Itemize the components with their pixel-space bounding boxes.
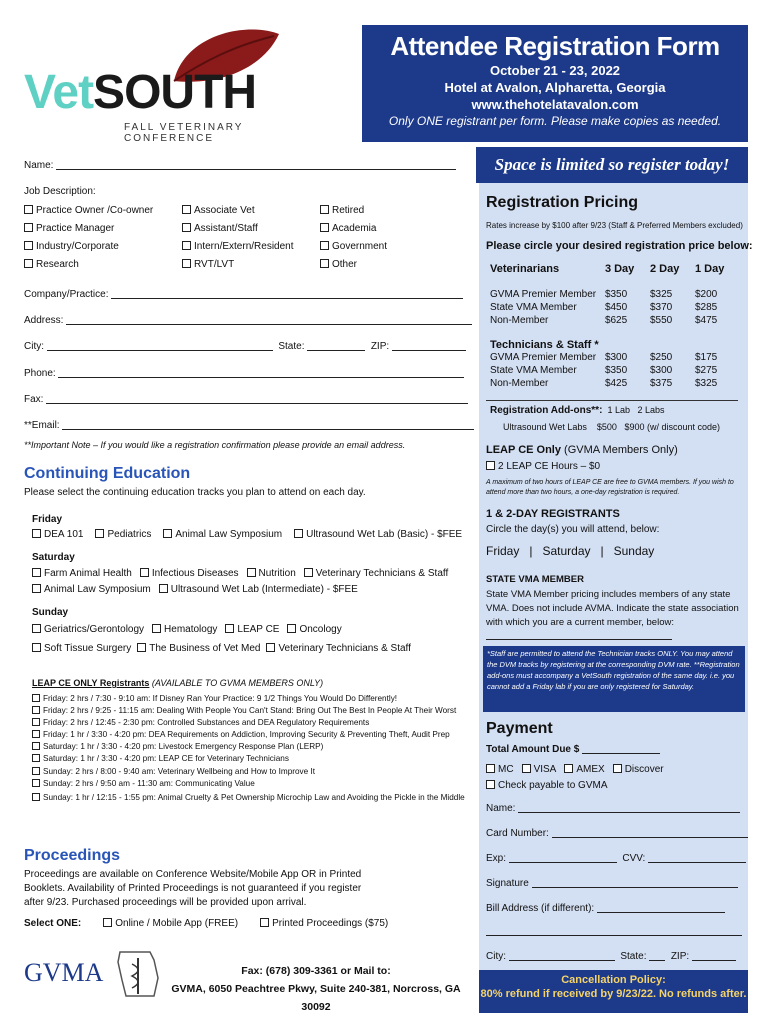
ce-intro: Please select the continuing education tracks you plan to attend on each day. <box>24 487 366 498</box>
ce-sat-vet-tech[interactable]: Veterinary Technicians & Staff <box>304 568 449 579</box>
ce-sat-nutrition[interactable]: Nutrition <box>247 568 296 579</box>
form-title: Attendee Registration Form <box>390 31 720 61</box>
city-field[interactable]: City: State: ZIP: <box>24 341 466 352</box>
pricing-circle: Please circle your desired registration price below: <box>486 240 753 252</box>
gvma-logo: GVMA <box>24 958 104 987</box>
leap-item[interactable]: Friday: 2 hrs / 7:30 - 9:10 am: If Disney Ran Your Practice: 9 1/2 Things You Would Do Differently! <box>32 693 465 705</box>
col-3day: 3 Day <box>604 263 635 275</box>
price-row[interactable]: Non-Member $625 $550 $475 <box>490 315 718 326</box>
addons-row <box>490 405 665 416</box>
proceedings-printed-option[interactable]: Printed Proceedings ($75) <box>260 918 388 929</box>
ce-sat-animal-law[interactable]: Animal Law Symposium <box>32 584 151 595</box>
job-practice-manager[interactable]: Practice Manager <box>24 223 182 234</box>
ce-sat-ultrasound[interactable]: Ultrasound Wet Lab (Intermediate) - $FEE <box>159 584 358 595</box>
georgia-caduceus-icon <box>112 950 162 1000</box>
leap-only-row <box>486 444 678 456</box>
fax-field[interactable]: Fax: <box>24 394 468 405</box>
phone-field[interactable]: Phone: <box>24 368 464 379</box>
leap-ce-note: (AVAILABLE TO GVMA MEMBERS ONLY) <box>151 678 324 688</box>
sunday-options-row2 <box>32 643 411 654</box>
techs-label: Technicians & Staff * <box>490 339 599 351</box>
leap-ce-title: LEAP CE ONLY Registrants <box>32 678 150 688</box>
leap-item[interactable]: Saturday: 1 hr / 3:30 - 4:20 pm: Livestock Emergency Response Plan (LERP) <box>32 741 465 753</box>
leap-item[interactable]: Friday: 2 hrs / 9:25 - 11:15 am: Dealing With People You Can't Stand: Bring Out The Best In People At Their Worst <box>32 705 465 717</box>
price-row[interactable]: State VMA Member $350 $300 $275 <box>490 365 718 376</box>
space-limited-banner: Space is limited so register today! <box>476 147 748 183</box>
cancel-title: Cancellation Policy: <box>561 974 666 986</box>
leap-only-label: LEAP CE Only <box>486 444 561 456</box>
address-field[interactable]: Address: <box>24 315 472 326</box>
leap-item[interactable]: Friday: 1 hr / 3:30 - 4:20 pm: DEA Requirements on Addiction, Improving Security & Preventing Theft, Audit Prep <box>32 729 465 741</box>
proceedings-line: Booklets. Availability of Printed Proceedings is not guaranteed if you register <box>24 883 362 894</box>
bill-address-line2[interactable] <box>486 935 742 936</box>
job-industry[interactable]: Industry/Corporate <box>24 241 182 252</box>
pay-city-field[interactable]: City: State: ZIP: <box>486 951 736 962</box>
saturday-options-row2 <box>32 584 358 595</box>
friday-options <box>32 529 462 540</box>
mail-to <box>166 962 466 1016</box>
card-discover[interactable]: Discover <box>613 764 664 775</box>
ce-sat-infectious[interactable]: Infectious Diseases <box>140 568 239 579</box>
cancel-text: 80% refund if received by 9/23/22. No refunds after. <box>480 988 747 1000</box>
vetsouth-logo <box>24 26 334 144</box>
addon-1lab: 1 Lab <box>607 405 630 415</box>
state-vma-title: STATE VMA MEMBER <box>486 574 584 585</box>
price-row[interactable]: GVMA Premier Member $300 $250 $175 <box>490 352 718 363</box>
pricing-increase: Rates increase by $100 after 9/23 (Staff & Preferred Members excluded) <box>486 221 743 230</box>
ce-fri-ultrasound[interactable]: Ultrasound Wet Lab (Basic) - $FEE <box>294 529 462 540</box>
email-note: **Important Note – If you would like a registration confirmation please provide an email address. <box>24 440 406 450</box>
select-one-label: Select ONE: <box>24 918 82 929</box>
job-associate-vet[interactable]: Associate Vet <box>182 205 320 216</box>
card-amex[interactable]: AMEX <box>564 764 604 775</box>
event-dates: October 21 - 23, 2022 <box>489 63 621 78</box>
vets-label: Veterinarians <box>490 263 560 275</box>
company-field[interactable]: Company/Practice: <box>24 289 463 300</box>
mail-address: GVMA, 6050 Peachtree Pkwy, Suite 240-381, Norcross, GA 30092 <box>171 983 461 1013</box>
leap-hours-option[interactable]: 2 LEAP CE Hours – $0 <box>486 461 600 472</box>
ce-title: Continuing Education <box>24 465 191 482</box>
ce-sun-vet-tech[interactable]: Veterinary Technicians & Staff <box>266 643 411 654</box>
exp-cvv-field[interactable]: Exp: CVV: <box>486 853 746 864</box>
friday-label: Friday <box>32 514 63 525</box>
name-field[interactable] <box>24 160 456 171</box>
ce-sat-farm[interactable]: Farm Animal Health <box>32 568 132 579</box>
pricing-title: Registration Pricing <box>486 194 639 211</box>
signature-field[interactable]: Signature <box>486 878 738 889</box>
ce-fri-dea101[interactable]: DEA 101 <box>32 529 83 540</box>
name-line[interactable] <box>56 160 456 170</box>
registrant-note: Only ONE registrant per form. Please make copies as needed. <box>388 114 722 128</box>
proceedings-select <box>24 918 388 929</box>
name-label: Name: <box>24 160 54 171</box>
proceedings-line: after 9/23. Purchased proceedings will be provided upon arrival. <box>24 897 307 908</box>
sunday-options-row1 <box>32 624 342 635</box>
card-visa[interactable]: VISA <box>522 764 557 775</box>
job-assistant-staff[interactable]: Assistant/Staff <box>182 223 320 234</box>
logo-tagline: FALL VETERINARY CONFERENCE <box>124 122 244 144</box>
logo-south: SOUTH <box>93 66 257 119</box>
techs-price-table <box>490 339 740 390</box>
cancellation-policy <box>479 970 748 1013</box>
addon-2labs: 2 Labs <box>637 405 665 415</box>
leap-only-sub: (GVMA Members Only) <box>564 444 678 456</box>
ce-sun-business[interactable]: The Business of Vet Med <box>137 643 260 654</box>
job-description-label: Job Description: <box>24 186 96 197</box>
saturday-label: Saturday <box>32 552 75 563</box>
bill-address-field[interactable]: Bill Address (if different): <box>486 903 725 914</box>
col-2day: 2 Day <box>649 263 680 275</box>
proceedings-text <box>24 868 464 910</box>
ce-sun-soft-tissue[interactable]: Soft Tissue Surgery <box>32 643 131 654</box>
email-field[interactable]: **Email: <box>24 420 474 431</box>
circle-days: Circle the day(s) you will attend, below: <box>486 524 660 535</box>
leap-free-note: A maximum of two hours of LEAP CE are free to GVMA members. If you wish to attend more than two hours, a one-day registration is required. <box>486 479 734 496</box>
total-due[interactable]: Total Amount Due $ <box>486 744 660 755</box>
ce-fri-pediatrics[interactable]: Pediatrics <box>95 529 151 540</box>
leap-ce-header <box>32 678 323 688</box>
price-row[interactable]: State VMA Member $450 $370 $285 <box>490 302 718 313</box>
vets-price-table <box>490 263 740 327</box>
proceedings-line: Proceedings are available on Conference Website/Mobile App OR in Printed <box>24 869 362 880</box>
state-vma-text: State VMA Member pricing includes members of any state VMA. Does not include AVMA. Indicate the state association with which you are a current member, below: <box>486 589 739 628</box>
job-government[interactable]: Government <box>320 241 440 252</box>
leap-item[interactable]: Friday: 2 hrs / 12:45 - 2:30 pm: Controlled Substances and DEA Regulatory Requirements <box>32 717 465 729</box>
job-other[interactable]: Other <box>320 259 440 270</box>
proceedings-title: Proceedings <box>24 847 121 864</box>
ce-sun-leap[interactable]: LEAP CE <box>225 624 279 635</box>
logo-vet: Vet <box>24 66 94 119</box>
job-practice-owner[interactable]: Practice Owner /Co-owner <box>24 205 182 216</box>
price-row[interactable]: Non-Member $425 $375 $325 <box>490 378 718 389</box>
staff-note: *Staff are permitted to attend the Technician tracks ONLY. You may attend the DVM tracks by registering at the corresponding DVM rate. **Registration add-ons must accompany a VetSouth registration of the same day. i.e. you cannot add a Friday lab if you are only registered for Saturday. <box>483 646 745 712</box>
leap-ce-list <box>32 693 465 804</box>
leap-item[interactable]: Saturday: 1 hr / 3:30 - 4:20 pm: LEAP CE for Veterinary Technicians <box>32 753 465 765</box>
event-venue: Hotel at Avalon, Alpharetta, Georgia <box>444 80 666 95</box>
ce-sun-hematology[interactable]: Hematology <box>152 624 217 635</box>
job-options <box>24 205 444 270</box>
col-1day: 1 Day <box>694 263 725 275</box>
card-mc[interactable]: MC <box>486 764 514 775</box>
attend-days[interactable]: Friday | Saturday | Sunday <box>486 544 655 558</box>
leap-item[interactable]: Sunday: 2 hrs / 9:50 am - 11:30 am: Communicating Value <box>32 778 465 790</box>
payment-title: Payment <box>486 720 553 737</box>
leap-item[interactable]: Sunday: 2 hrs / 8:00 - 9:40 am: Veterinary Wellbeing and How to Improve It <box>32 766 465 778</box>
sunday-label: Sunday <box>32 607 69 618</box>
ce-fri-animal-law[interactable]: Animal Law Symposium <box>163 529 282 540</box>
job-intern[interactable]: Intern/Extern/Resident <box>182 241 320 252</box>
addons-label: Registration Add-ons**: <box>490 405 603 416</box>
job-retired[interactable]: Retired <box>320 205 440 216</box>
leap-item[interactable]: Sunday: 1 hr / 12:15 - 1:55 pm: Animal Cruelty & Pet Ownership Microchip Law and Avoiding the Pickle in the Middle <box>32 792 465 804</box>
job-academia[interactable]: Academia <box>320 223 440 234</box>
ce-sun-geriatrics[interactable]: Geriatrics/Gerontology <box>32 624 144 635</box>
ce-sun-oncology[interactable]: Oncology <box>287 624 341 635</box>
event-website[interactable]: www.thehotelatavalon.com <box>471 97 639 112</box>
addon-ultrasound-row[interactable]: Ultrasound Wet Labs $500 $900 (w/ discount code) <box>503 422 721 432</box>
proceedings-online-option[interactable]: Online / Mobile App (FREE) <box>103 918 238 929</box>
one-two-day-title: 1 & 2-DAY REGISTRANTS <box>486 508 620 520</box>
saturday-options-row1 <box>32 568 448 579</box>
card-number-field[interactable]: Card Number: <box>486 828 748 839</box>
fax-mail: Fax: (678) 309-3361 or Mail to: <box>241 965 391 977</box>
check-option[interactable]: Check payable to GVMA <box>486 780 608 791</box>
price-row[interactable]: GVMA Premier Member $350 $325 $200 <box>490 289 718 300</box>
header-banner <box>362 25 748 142</box>
pay-name-field[interactable]: Name: <box>486 803 740 814</box>
job-research[interactable]: Research <box>24 259 182 270</box>
card-options <box>486 764 664 775</box>
job-rvt-lvt[interactable]: RVT/LVT <box>182 259 320 270</box>
state-vma-input[interactable] <box>486 638 672 640</box>
